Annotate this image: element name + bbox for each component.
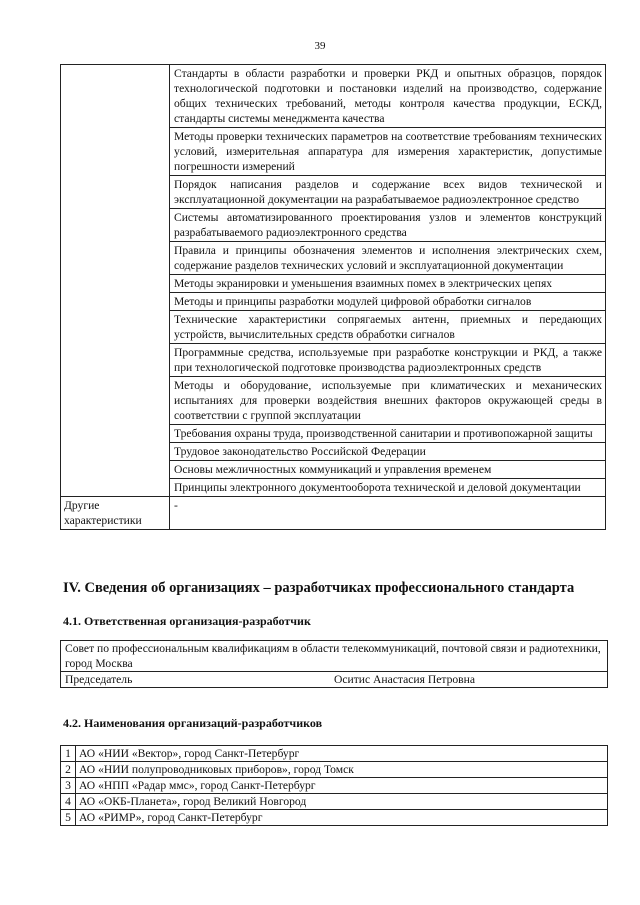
developer-name: АО «РИМР», город Санкт-Петербург	[76, 810, 608, 826]
knowledge-cell: Методы и принципы разработки модулей цифровой обработки сигналов	[170, 293, 606, 311]
developers-table	[60, 745, 608, 826]
knowledge-cell: Трудовое законодательство Российской Федерации	[170, 443, 606, 461]
knowledge-cell: Стандарты в области разработки и проверки РКД и опытных образцов, порядок технологической подготовки и постановки изделий на производство, содержание общих технических требований, методы контроля качества продукции, ЕСКД, стандарты системы менеджмента качества	[170, 65, 606, 128]
knowledge-cell: Основы межличностных коммуникаций и управления временем	[170, 461, 606, 479]
knowledge-cell: Программные средства, используемые при разработке конструкции и РКД, а также при технологической подготовке производства радиоэлектронных средств	[170, 344, 606, 377]
table-row	[61, 778, 608, 794]
knowledge-cell: Требования охраны труда, производственной санитарии и противопожарной защиты	[170, 425, 606, 443]
developer-name: АО «НИИ полупроводниковых приборов», город Томск	[76, 762, 608, 778]
knowledge-cell: Методы проверки технических параметров на соответствие требованиям технических условий, измерительная аппаратура для измерения характеристик, допустимые погрешности измерений	[170, 128, 606, 176]
responsible-org-name: Совет по профессиональным квалификациям в области телекоммуникаций, почтовой связи и радиотехники, город Москва	[61, 641, 608, 672]
responsible-org-table	[60, 640, 608, 688]
responsible-position: Председатель	[61, 672, 329, 688]
section-title: IV. Сведения об организациях – разработчиках профессионального стандарта	[63, 580, 575, 596]
table-row	[61, 672, 608, 688]
other-characteristics-label: Другие характеристики	[61, 497, 170, 530]
label-cell-empty	[61, 65, 170, 497]
knowledge-cell: Системы автоматизированного проектирования узлов и элементов конструкций разрабатываемого радиоэлектронного средства	[170, 209, 606, 242]
knowledge-cell: Технические характеристики сопрягаемых антенн, приемных и передающих устройств, вычислительных средств обработки сигналов	[170, 311, 606, 344]
table-row	[61, 794, 608, 810]
developer-name: АО «НИИ «Вектор», город Санкт-Петербург	[76, 746, 608, 762]
table-row	[61, 762, 608, 778]
table-row	[61, 497, 606, 530]
row-number: 1	[61, 746, 76, 762]
knowledge-cell: Правила и принципы обозначения элементов и исполнения электрических схем, содержание разделов технических условий и эксплуатационной документации	[170, 242, 606, 275]
table-row	[61, 65, 606, 128]
row-number: 2	[61, 762, 76, 778]
knowledge-table	[60, 64, 606, 530]
knowledge-cell: Методы экранировки и уменьшения взаимных помех в электрических цепях	[170, 275, 606, 293]
knowledge-cell: Порядок написания разделов и содержание всех видов технической и эксплуатационной документации на разрабатываемое радиоэлектронное средство	[170, 176, 606, 209]
other-characteristics-value: -	[170, 497, 606, 530]
row-number: 3	[61, 778, 76, 794]
table-row	[61, 810, 608, 826]
developer-name: АО «ОКБ-Планета», город Великий Новгород	[76, 794, 608, 810]
developers-heading: 4.2. Наименования организаций-разработчиков	[63, 716, 323, 730]
row-number: 4	[61, 794, 76, 810]
page-number: 39	[314, 40, 326, 52]
knowledge-cell: Принципы электронного документооборота технической и деловой документации	[170, 479, 606, 497]
responsible-org-heading: 4.1. Ответственная организация-разработчик	[63, 614, 311, 628]
table-row	[61, 641, 608, 672]
responsible-person: Оситис Анастасия Петровна	[328, 672, 608, 688]
table-row	[61, 746, 608, 762]
developer-name: АО «НПП «Радар ммс», город Санкт-Петербург	[76, 778, 608, 794]
knowledge-cell: Методы и оборудование, используемые при климатических и механических испытаниях для проверки воздействия внешних факторов окружающей среды в соответствии с группой эксплуатации	[170, 377, 606, 425]
row-number: 5	[61, 810, 76, 826]
